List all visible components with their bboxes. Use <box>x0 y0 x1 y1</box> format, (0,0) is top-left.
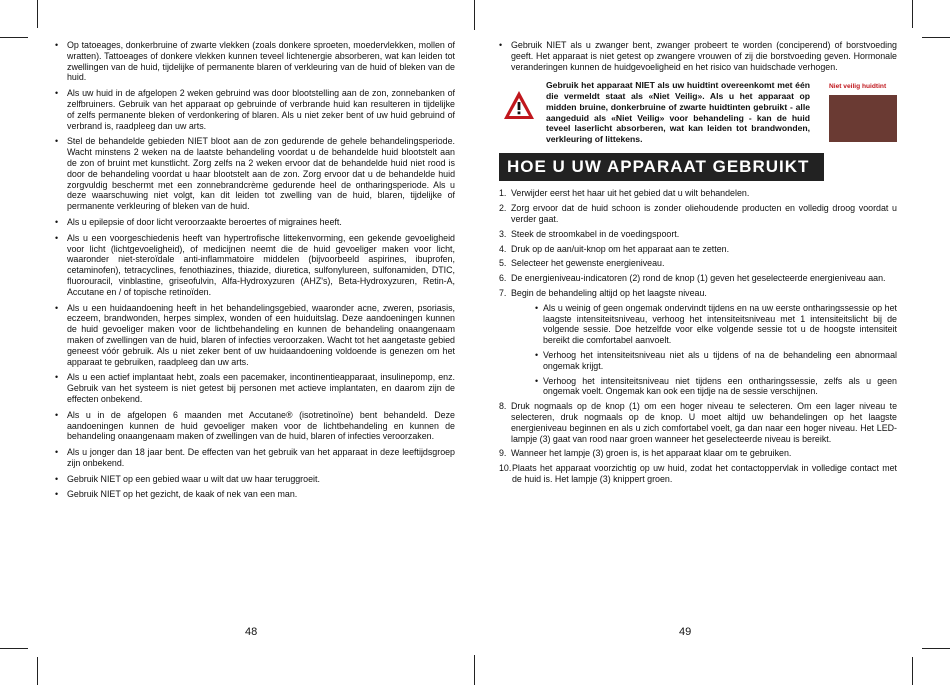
crop-mark <box>37 657 38 685</box>
step-text: Druk op de aan/uit-knop om het apparaat aan te zetten. <box>511 243 730 254</box>
step-number: 3. <box>499 228 507 239</box>
list-item-text: Als u epilepsie of door licht veroorzaakte beroertes of migraines heeft. <box>67 216 342 227</box>
list-item <box>55 372 455 404</box>
list-item-text: Gebruik NIET op een gebied waar u wilt dat uw haar teruggroeit. <box>67 473 320 484</box>
bullet-icon: • <box>55 232 59 243</box>
step-text: Begin de behandeling altijd op het laagste niveau. <box>511 287 707 298</box>
usage-steps <box>499 188 897 484</box>
list-item-text: Als u jonger dan 18 jaar bent. De effecten van het gebruik van het apparaat in deze leeftijdsgroep zijn onbekend. <box>67 447 455 468</box>
list-item <box>55 136 455 212</box>
list-item <box>55 410 455 442</box>
step-number: 10. <box>499 463 512 474</box>
bullet-icon: • <box>535 349 539 360</box>
step-item <box>499 188 897 199</box>
list-item <box>55 40 455 83</box>
bullet-icon: • <box>535 302 539 313</box>
crop-mark <box>0 648 28 649</box>
list-item-text: Als u in de afgelopen 6 maanden met Accutane® (isotretinoïne) bent behandeld. Deze aandoeningen kunnen de huid gevoeliger maken voor de lichtbehandeling en kunnen de behandeling onaangenaam maken of zwellingen van de huid, blaren of infecties veroorzaken. <box>67 409 455 442</box>
crop-mark <box>474 0 475 30</box>
skin-tone-warning <box>499 80 897 144</box>
step-number: 1. <box>499 188 507 199</box>
step-number: 2. <box>499 203 507 214</box>
crop-mark <box>922 37 950 38</box>
bullet-icon: • <box>55 136 59 147</box>
crop-mark <box>922 648 950 649</box>
crop-mark <box>912 0 913 28</box>
step-item <box>499 203 897 225</box>
step-text: Plaats het apparaat voorzichtig op uw huid, zodat het contactoppervlak in volledige contact met de huid is. Het lampje (3) knippert groen. <box>512 463 897 484</box>
warning-triangle-icon <box>503 90 535 120</box>
crop-mark <box>37 0 38 28</box>
step-text: Verwijder eerst het haar uit het gebied dat u wilt behandelen. <box>511 188 750 199</box>
bullet-icon: • <box>535 375 539 386</box>
bullet-icon: • <box>55 40 59 50</box>
bullet-icon: • <box>55 447 59 458</box>
step-item <box>499 258 897 269</box>
step-text: Steek de stroomkabel in de voedingspoort. <box>511 228 680 239</box>
step-text: Wanneer het lampje (3) groen is, is het apparaat klaar om te gebruiken. <box>511 448 792 459</box>
list-item <box>55 233 455 298</box>
crop-mark <box>912 657 913 685</box>
crop-mark <box>0 37 28 38</box>
step-text: De energieniveau-indicatoren (2) rond de knop (1) geven het geselecteerde energieniveau aan. <box>511 273 886 284</box>
list-item-text: Gebruik NIET als u zwanger bent, zwanger probeert te worden (conciperend) of borstvoeding geeft. Het apparaat is niet getest op zwangere vrouwen of zij die borstvoeding geven. Hormonale veranderingen kunnen de huidgevoeligheid en het risico van huidschade verhogen. <box>511 40 897 72</box>
step-text: Selecteer het gewenste energieniveau. <box>511 258 665 269</box>
bullet-icon: • <box>55 88 59 99</box>
sub-item-text: Verhoog het intensiteitsniveau niet tijdens een ontharingssessie, zelfs als u geen ongemak voelt. Ongemak kan ook een tijdje na de sessie verschijnen. <box>543 375 897 397</box>
step-text: Zorg ervoor dat de huid schoon is zonder oliehoudende producten en volledig droog voordat u verder gaat. <box>511 203 897 224</box>
list-item <box>55 217 455 228</box>
list-item-text: Op tatoeages, donkerbruine of zwarte vlekken (zoals donkere sproeten, moedervlekken, mollen of wratten). Tattoeages of donkere vlekken kunnen teveel lichtenergie absorberen, wat kan leiden tot zwellingen van de huid, tijdelijke of permanente blaren of verkleuring van de huid of bleken van de huid. <box>67 40 455 83</box>
bullet-icon: • <box>55 302 59 313</box>
bullet-icon: • <box>55 409 59 420</box>
step-sublist <box>511 303 897 397</box>
list-item <box>55 489 455 500</box>
sub-item <box>535 376 897 398</box>
sub-item-text: Als u weinig of geen ongemak ondervindt tijdens en na uw eerste ontharingssessie op het laagste intensiteitsniveau, verhoog het intensiteitsniveau met 1 intensiteitslicht bij de volgende sessie. Doe hetzelfde voor elke volgende sessie tot u de hoogste intensiteit bereikt die comfortabel aanvoelt. <box>543 302 897 346</box>
list-item <box>55 447 455 469</box>
unsafe-skin-tone-swatch <box>829 95 897 142</box>
sub-item <box>535 303 897 346</box>
step-number: 6. <box>499 273 507 284</box>
page-number-left: 48 <box>245 626 258 638</box>
step-number: 5. <box>499 258 507 269</box>
list-item-text: Gebruik NIET op het gezicht, de kaak of nek van een man. <box>67 489 298 500</box>
list-item-text: Als uw huid in de afgelopen 2 weken gebruind was door blootstelling aan de zon, zonnebanken of zelfbruiners. Gebruik van het apparaat op gebruinde of verbrande huid kan resulteren in tijdelijke of zelfs permanente bleken of verdonkering of blaren. Als u niet zeker bent of uw huid gebruind of verbrand is, raadpleeg dan uw arts. <box>67 88 455 131</box>
step-item <box>499 463 897 485</box>
step-text: Druk nogmaals op de knop (1) om een hoger niveau te selecteren. Om een lager niveau te selecteren, druk nogmaals op de knop. U moet altijd uw behandelingen op het laagste energieniveau beginnen en als u zich comfortabel voelt, ga dan naar een hoger niveau. Het LED-lampje (3) gaat van rood naar groen wanneer het geselecteerde niveau is bereikt. <box>511 401 897 444</box>
list-item <box>499 40 897 72</box>
sub-item <box>535 350 897 372</box>
bullet-icon: • <box>55 473 59 484</box>
step-number: 4. <box>499 243 507 254</box>
list-item-text: Als u een huidaandoening heeft in het behandelingsgebied, waaronder acne, zweren, psoriasis, eczeem, brandwonden, herpes simplex, wonden of een huiduitslag. Deze aandoeningen kunnen de huid gevoeliger maken voor de lichtbehandeling en kunnen de behandeling onaangenaam maken of zwellingen van de huid, blaren of infecties veroorzaken. Wacht tot het aangetaste gebied geneest vóór gebruik. Als u niet zeker bent of uw huidaandoening voldoende is genezen om het apparaat te gebruiken, raadpleeg dan uw arts. <box>67 302 455 367</box>
step-item <box>499 273 897 284</box>
step-number: 9. <box>499 448 507 459</box>
left-page <box>55 40 455 505</box>
bullet-icon: • <box>499 40 503 50</box>
contraindication-list <box>55 40 455 500</box>
list-item-text: Als u een voorgeschiedenis heeft van hypertrofische littekenvorming, een gekende gevoeligheid voor licht (lichtgevoeligheid), of medicijnen neemt die de huid gevoeliger maken voor licht, waaronder niet-steroïdale anti-inflammatoire middelen (bijvoorbeeld aspirines, ibuprofen, cetaminofen), tetracyclines, fenothiazines, thiazide, diuretica, sulfonylureen, sulfonamiden, DTIC, fluorouracil, vinblastine, griseofulvin, Alfa-Hydroxyzuren (AHZ's), Beta-Hydroxyzuren, Retin-A, Accutane en / of topische retinoïden. <box>67 232 455 297</box>
right-page <box>499 40 897 489</box>
list-item <box>55 88 455 131</box>
section-heading: HOE U UW APPARAAT GEBRUIKT <box>499 153 824 181</box>
step-item <box>499 244 897 255</box>
step-item <box>499 229 897 240</box>
step-number: 7. <box>499 287 507 298</box>
crop-mark <box>474 655 475 685</box>
list-item-text: Als u een actief implantaat hebt, zoals een pacemaker, incontinentieapparaat, insulinepomp, enz. Gebruik van het systeem is niet getest bij personen met actieve implantaten, en daarom zijn de effecten onbekend. <box>67 372 455 404</box>
list-item <box>55 474 455 485</box>
warning-text: Gebruik het apparaat NIET als uw huidtint overeenkomt met één die vermeldt staat als «Niet Veilig». Als u het apparaat op midden bruine, donkerbruine of zwarte huidtinten gebruikt - alle aangeduid als «Niet Veilig» voor behandeling - kan de huid teveel laserlicht absorberen, wat kan leiden tot brandwonden, verkleuring of littekens. <box>546 80 810 144</box>
page-number-right: 49 <box>679 626 692 638</box>
bullet-icon: • <box>55 372 59 383</box>
bullet-icon: • <box>55 216 59 227</box>
step-item <box>499 401 897 444</box>
unsafe-skin-tone-label: Niet veilig huidtint <box>829 83 887 91</box>
list-item <box>55 303 455 368</box>
step-item <box>499 288 897 397</box>
step-number: 8. <box>499 401 507 412</box>
step-item <box>499 448 897 459</box>
bullet-icon: • <box>55 489 59 500</box>
pregnancy-warning-list <box>499 40 897 72</box>
sub-item-text: Verhoog het intensiteitsniveau niet als u tijdens of na de behandeling een abnormaal ongemak krijgt. <box>543 349 897 371</box>
list-item-text: Stel de behandelde gebieden NIET bloot aan de zon gedurende de gehele behandelingsperiode. Wacht minstens 2 weken na de laatste behandeling voordat u de behandelde huid blootstelt aan de zon of bruint met kunstlicht. Zorg zelfs na 2 weken ervoor dat de behandelde huid niet rood is door de behandeling voordat u haar blootstelt aan de zon. Zorg ervoor dat u de behandelde huid zorgvuldig beschermt met een zonnebrandcrème gedurende heel de ontharingsperiode. Als u deze waarschuwing niet volgt, kan dit leiden tot zwelling van de huid, blaren, tijdelijke of permanente verkleuring of bleken van de huid. <box>67 136 455 212</box>
